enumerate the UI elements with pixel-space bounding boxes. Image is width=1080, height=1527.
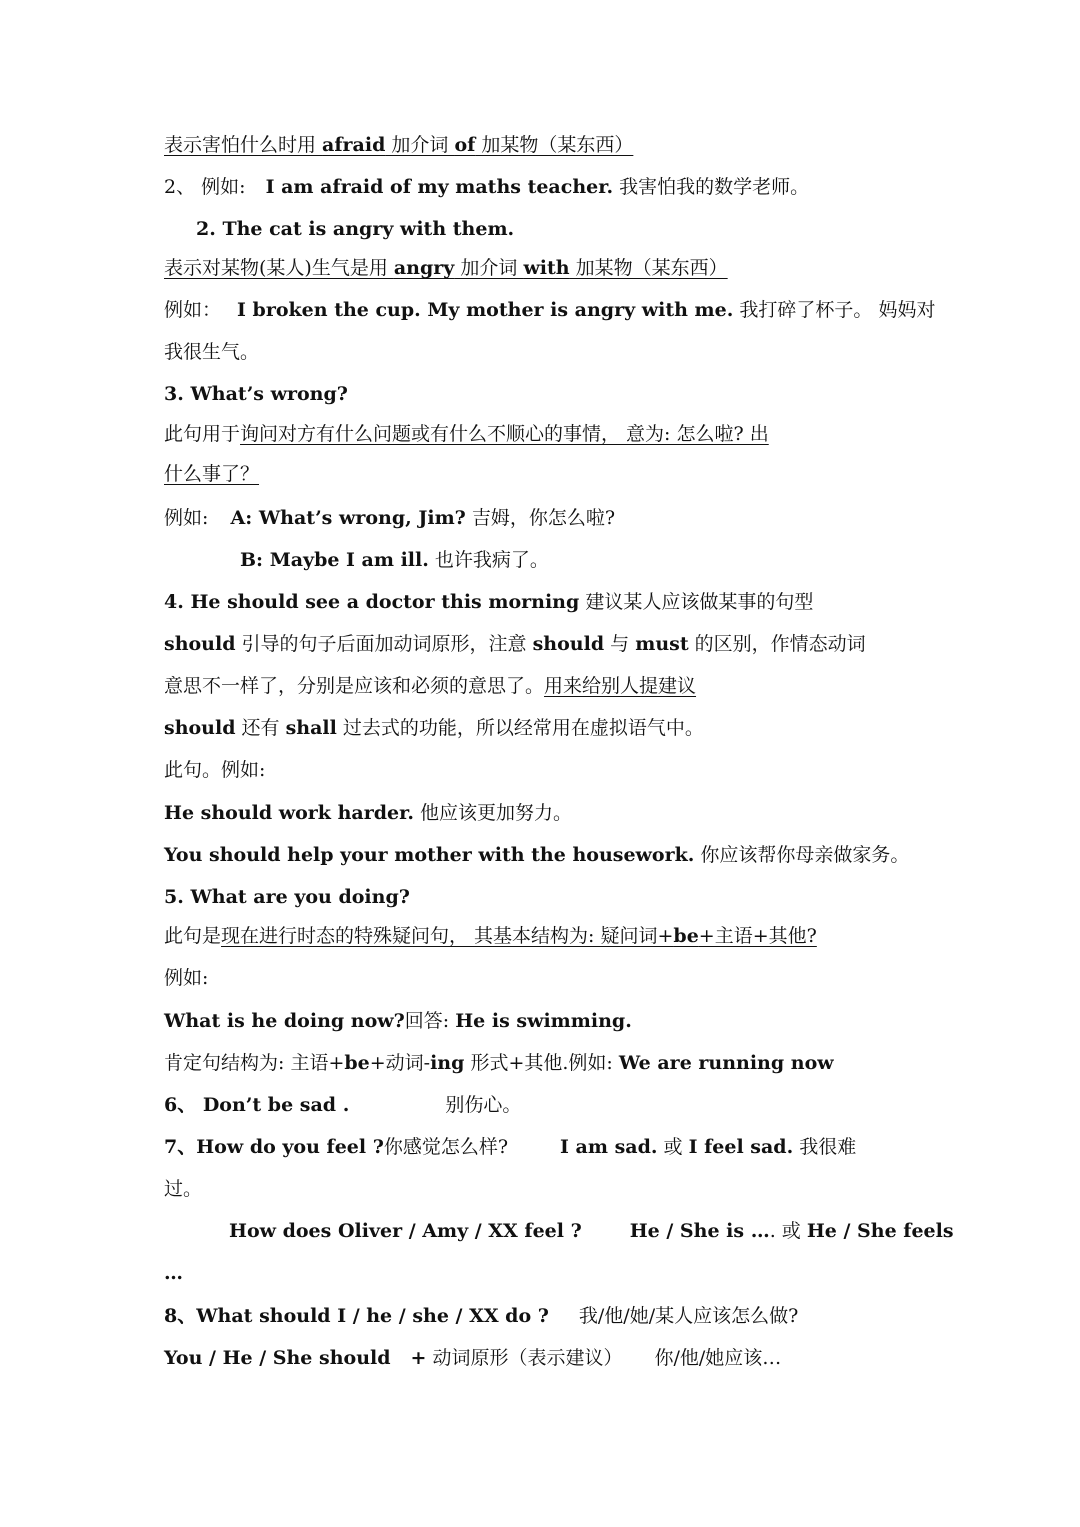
note-should-example-intro: 此句。例如: xyxy=(164,759,266,781)
note-afraid-usage: 表示害怕什么时用 afraid 加介词 of 加某物（某东西） xyxy=(164,134,634,156)
note-whats-wrong-continued: 什么事了？ xyxy=(164,463,260,485)
heading-what-are-you-doing: 5. What are you doing? xyxy=(164,886,410,908)
note-example-label: 例如: xyxy=(164,967,209,989)
example-dialogue-a: 例如: A: What’s wrong, Jim? 吉姆，你怎么啦? xyxy=(164,507,616,529)
example-should-housework: You should help your mother with the housework. 你应该帮你母亲做家务。 xyxy=(164,844,910,866)
example-afraid: 2、 例如: I am afraid of my maths teacher. 我害怕我的数学老师。 xyxy=(164,176,810,198)
note-angry-usage: 表示对某物(某人)生气是用 angry 加介词 with 加某物（某东西） xyxy=(164,257,728,279)
heading-should-see-doctor: 4. He should see a doctor this morning 建议某人应该做某事的句型 xyxy=(164,591,814,613)
example-angry-continued: 我很生气。 xyxy=(164,341,260,363)
heading-whats-wrong: 3. What’s wrong? xyxy=(164,383,348,405)
heading-what-should-i-do: 8、What should I / he / she / XX do ? 我/他/她/某人应该怎么做? xyxy=(164,1305,799,1327)
note-should-meaning: 意思不一样了，分别是应该和必须的意思了。用来给别人提建议 xyxy=(164,675,697,697)
note-present-continuous: 此句是现在进行时态的特殊疑问句， 其基本结构为: 疑问词+be+主语+其他? xyxy=(164,925,817,947)
note-should-grammar: should 引导的句子后面加动词原形，注意 should 与 must 的区别，作情态动词 xyxy=(164,633,866,655)
example-what-is-he-doing: What is he doing now?回答: He is swimming. xyxy=(164,1010,632,1032)
heading-how-do-you-feel: 7、How do you feel ?你感觉怎么样? I am sad. 或 I feel sad. 我很难 xyxy=(164,1136,857,1158)
example-angry-sentence: 2. The cat is angry with them. xyxy=(196,218,515,240)
note-should-structure: You / He / She should + 动词原形（表示建议） 你/他/她应该… xyxy=(164,1347,782,1369)
example-how-does-feel-continued: … xyxy=(164,1262,183,1284)
example-angry: 例如： I broken the cup. My mother is angry with me. 我打碎了杯子。 妈妈对 xyxy=(164,299,936,321)
note-should-shall: should 还有 shall 过去式的功能，所以经常用在虚拟语气中。 xyxy=(164,717,704,739)
example-dialogue-b: B: Maybe I am ill. 也许我病了。 xyxy=(240,549,549,571)
note-whats-wrong: 此句用于询问对方有什么问题或有什么不顺心的事情， 意为: 怎么啦? 出 xyxy=(164,423,769,445)
heading-dont-be-sad: 6、 Don’t be sad . 别伤心。 xyxy=(164,1094,522,1116)
note-affirmative-structure: 肯定句结构为: 主语+be+动词-ing 形式+其他.例如: We are running now xyxy=(164,1052,834,1074)
example-should-work-harder: He should work harder. 他应该更加努力。 xyxy=(164,802,573,824)
example-how-does-feel: How does Oliver / Amy / XX feel ? He / She is …. 或 He / She feels xyxy=(229,1220,954,1242)
heading-how-do-you-feel-continued: 过。 xyxy=(164,1178,203,1200)
